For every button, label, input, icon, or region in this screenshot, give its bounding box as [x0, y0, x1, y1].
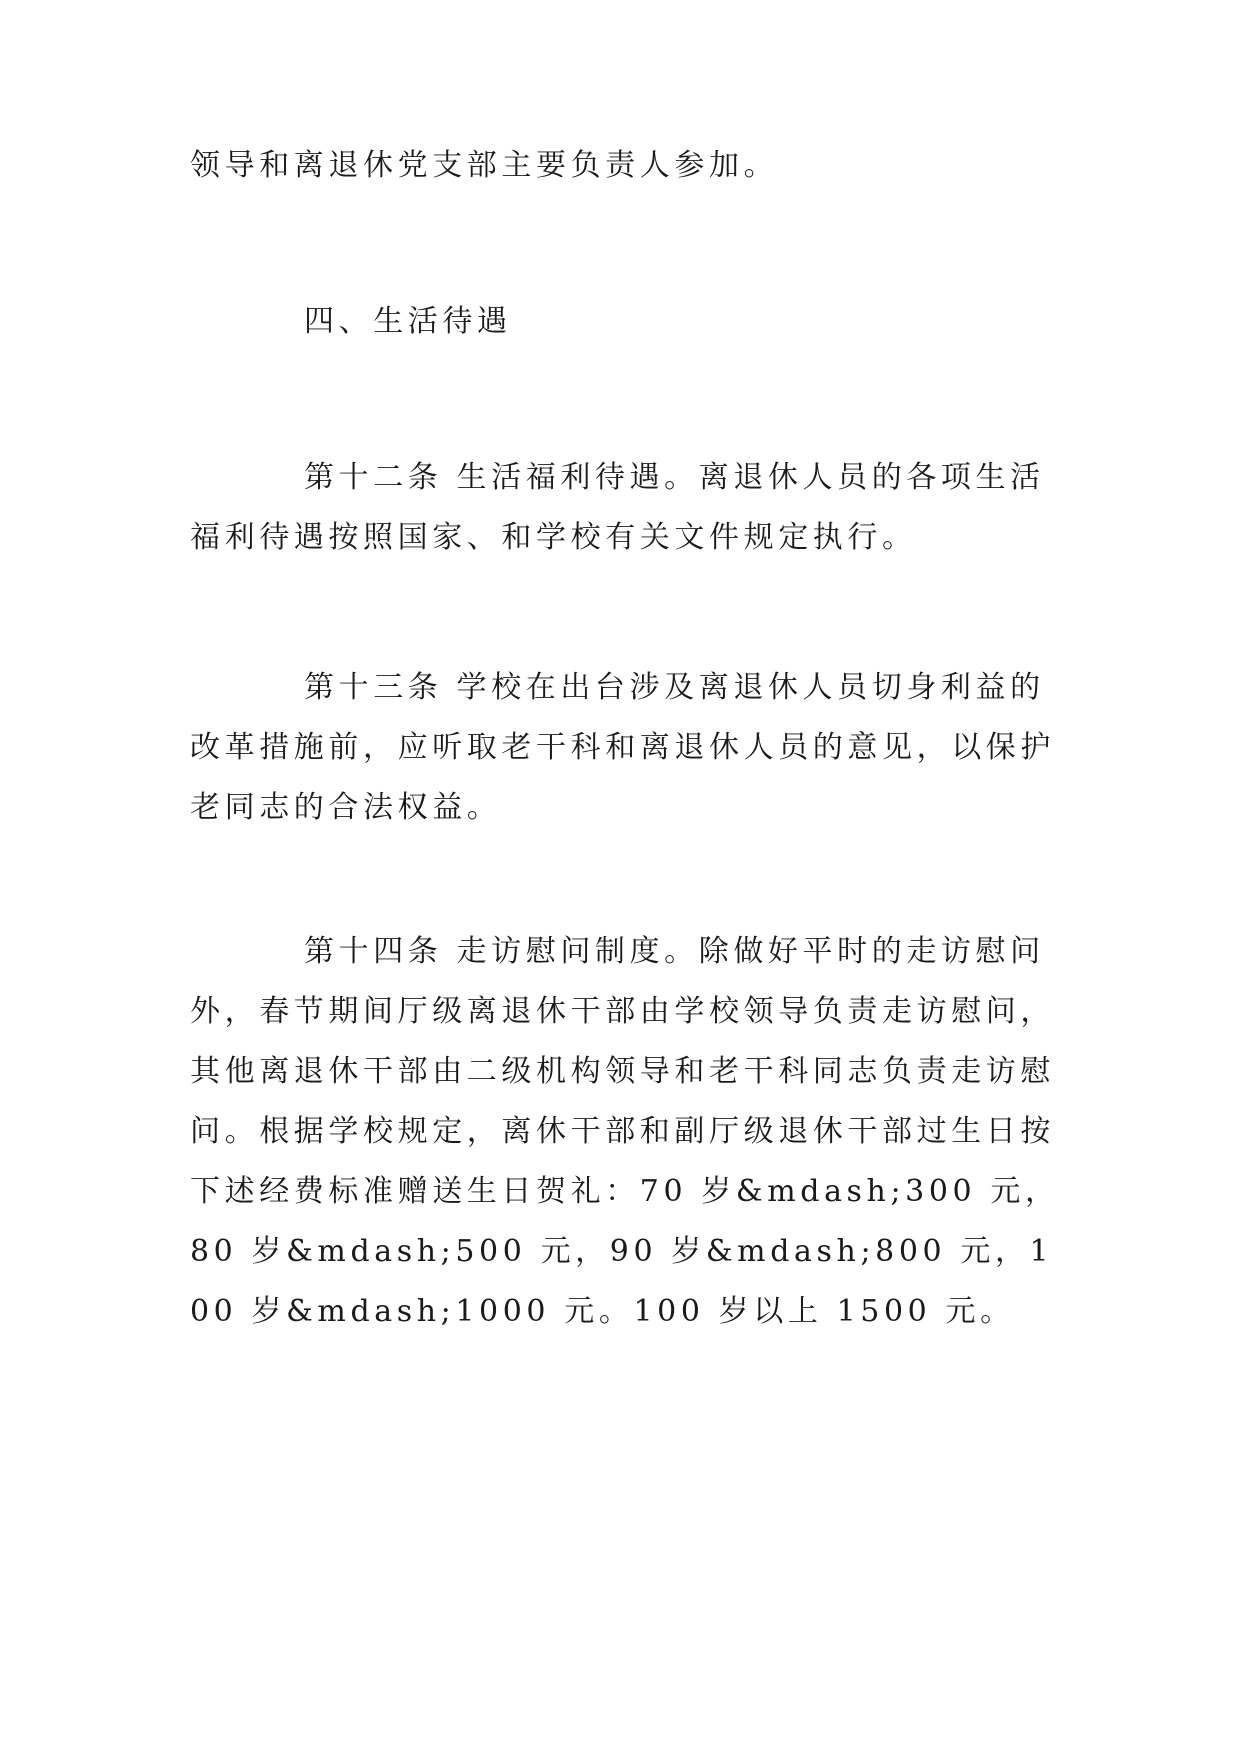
- section-heading: 四、生活待遇: [304, 304, 512, 339]
- article-14-paragraph: 第十四条 走访慰问制度。除做好平时的走访慰问外，春节期间厅级离退休干部由学校领导负责走访慰问，其他离退休干部由二级机构领导和老干科同志负责走访慰问。根据学校规定，离休干部和副厅级退休干部过生日按下述经费标准赠送生日贺礼：70 岁&mdash;300 元，80 岁&mdash;500 元，90 岁&mdash;800 元，100 岁&mdash;1000 元。100 岁以上 1500 元。: [190, 934, 1060, 1329]
- article-13-paragraph: 第十三条 学校在出台涉及离退休人员切身利益的改革措施前，应听取老干科和离退休人员的意见，以保护老同志的合法权益。: [190, 670, 1055, 825]
- article-12-paragraph: 第十二条 生活福利待遇。离退休人员的各项生活福利待遇按照国家、和学校有关文件规定执行。: [190, 460, 1045, 555]
- paragraph-continuation: 领导和离退休党支部主要负责人参加。: [190, 148, 779, 183]
